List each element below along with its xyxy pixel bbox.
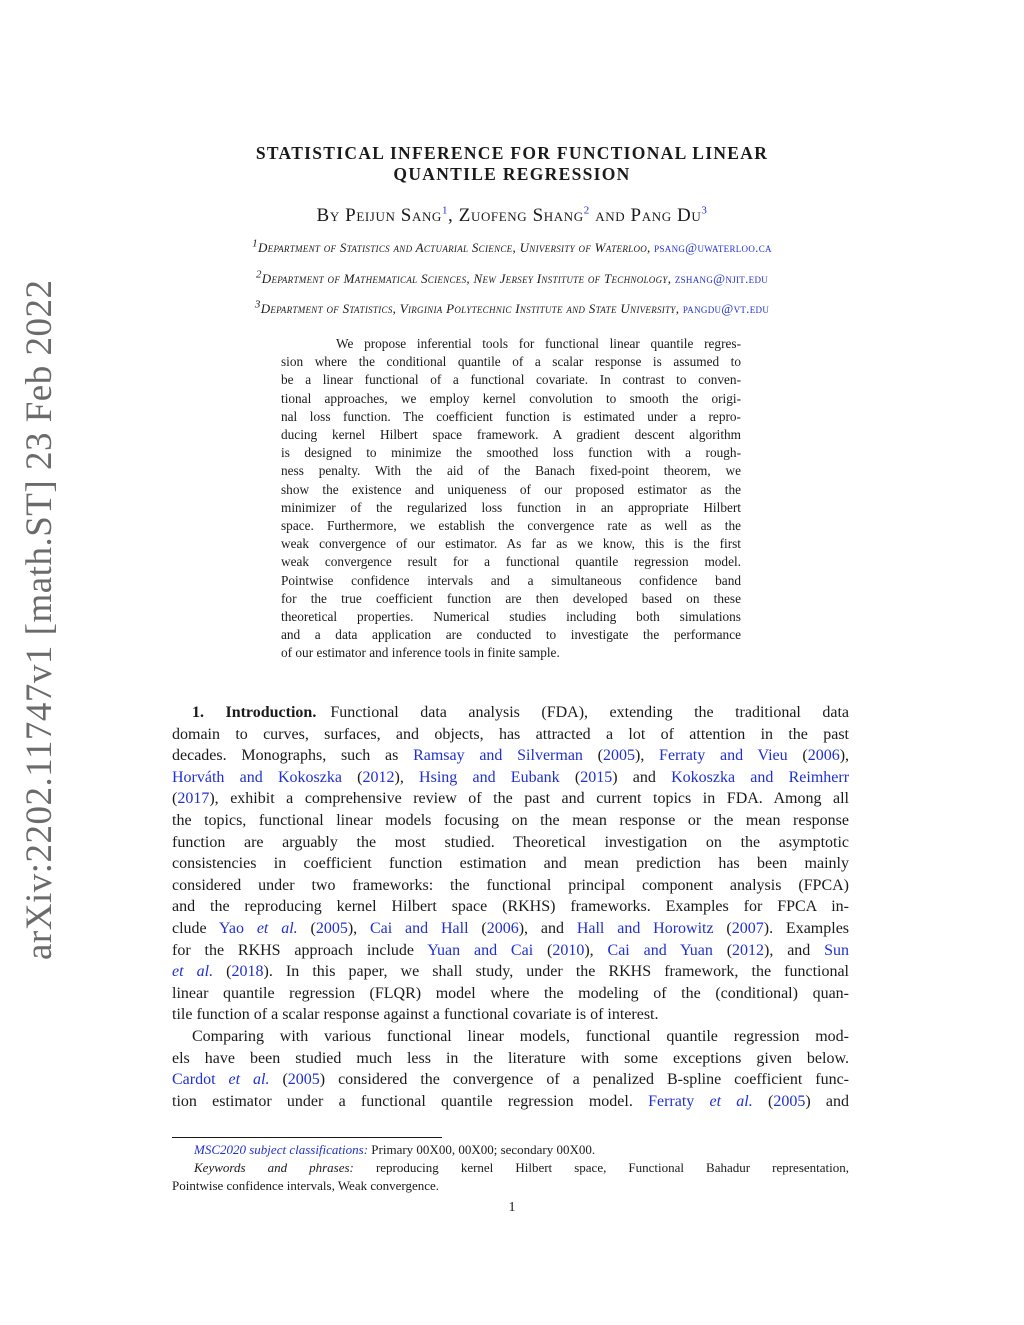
affiliation-2-email[interactable]: zshang@njit.edu bbox=[674, 271, 769, 286]
introduction-section bbox=[172, 702, 849, 1112]
affiliation-3-number: 3 bbox=[254, 298, 261, 311]
title-line-1: STATISTICAL INFERENCE FOR FUNCTIONAL LINEAR bbox=[255, 143, 769, 163]
abstract-line: weak convergence result for a functional quantile regression model. bbox=[281, 554, 741, 570]
body-line: decades. Monographs, such as Ramsay and Silverman (2005), Ferraty and Vieu (2006), bbox=[172, 747, 850, 765]
body-line: for the RKHS approach include Yuan and Cai (2010), Cai and Yuan (2012), and Sun bbox=[172, 941, 850, 959]
affiliation-1-text: Department of Statistics and Actuarial Science, University of Waterloo, bbox=[257, 240, 651, 255]
author-sang: Peijun Sang bbox=[345, 205, 442, 226]
affiliation-3 bbox=[150, 298, 874, 317]
citation-link[interactable]: Cai and Hall bbox=[370, 919, 469, 937]
abstract-line: minimizer of the regularized loss function in an appropriate Hilbert bbox=[281, 499, 741, 515]
body-line: tile function of a scalar response against a functional covariate is of interest. bbox=[172, 1006, 659, 1024]
author-line: By Peijun Sang$^1$, Zuofeng Shang$^2$ and Pang Du$^3$ bbox=[316, 204, 708, 226]
affiliation-2-text: Department of Mathematical Sciences, New Jersey Institute of Technology, bbox=[261, 271, 672, 286]
abstract-line: of our estimator and inference tools in finite sample. bbox=[281, 645, 560, 661]
body-line: linear quantile regression (FLQR) model where the modeling of the (conditional) quan- bbox=[172, 984, 849, 1002]
abstract-line: be a linear functional of a functional covariate. In contrast to conven- bbox=[281, 372, 741, 388]
abstract-line: weak convergence of our estimator. As far as we know, this is the first bbox=[281, 536, 741, 552]
page-number: 1 bbox=[508, 1200, 516, 1215]
abstract-line: Pointwise confidence intervals and a simultaneous confidence band bbox=[281, 572, 741, 588]
abstract-line: ducing kernel Hilbert space framework. A gradient descent algorithm bbox=[281, 427, 741, 443]
citation-year-link[interactable]: 2006 bbox=[486, 919, 519, 937]
citation-year-link[interactable]: 2005 bbox=[773, 1092, 806, 1110]
abstract bbox=[281, 335, 741, 663]
affiliation-1 bbox=[150, 237, 874, 256]
footnote-rule bbox=[172, 1137, 442, 1138]
abstract-line: ness penalty. With the aid of the Banach fixed-point theorem, we bbox=[281, 463, 741, 479]
by-label: By bbox=[316, 205, 340, 226]
body-line: function are arguably the most studied. Theoretical investigation on the asymptotic bbox=[172, 833, 849, 851]
abstract-line: space. Furthermore, we establish the convergence rate as well as the bbox=[281, 518, 741, 534]
citation-link[interactable]: et al. bbox=[172, 963, 214, 981]
arxiv-identifier: arXiv:2202.11747v1 [math.ST] 23 Feb 2022 bbox=[19, 279, 60, 960]
citation-year-link[interactable]: 2017 bbox=[177, 790, 210, 808]
citation-link[interactable]: Cardot et al. bbox=[172, 1071, 270, 1089]
citation-link[interactable]: Ramsay and Silverman bbox=[413, 747, 583, 765]
title-line-2: QUANTILE REGRESSION bbox=[393, 164, 631, 184]
section-heading: 1. Introduction. bbox=[192, 704, 317, 721]
body-line: et al. (2018). In this paper, we shall study, under the RKHS framework, the functional bbox=[172, 963, 850, 981]
body-line: considered under two frameworks: the functional principal component analysis (FPCA) bbox=[172, 876, 849, 894]
affiliation-2 bbox=[150, 268, 874, 287]
citation-year-link[interactable]: 2006 bbox=[807, 747, 840, 765]
citation-year-link[interactable]: 2007 bbox=[731, 919, 764, 937]
citation-year-link[interactable]: 2010 bbox=[552, 941, 585, 959]
keywords-continued: Pointwise confidence intervals, Weak convergence. bbox=[172, 1178, 440, 1193]
keywords-footnote: Keywords and phrases: reproducing kernel Hilbert space, Functional Bahadur representation, bbox=[194, 1160, 850, 1175]
citation-link[interactable]: Cai and Yuan bbox=[607, 941, 713, 959]
citation-year-link[interactable]: 2005 bbox=[602, 747, 635, 765]
abstract-line: nal loss function. The coefficient function is estimated under a repro- bbox=[281, 408, 741, 424]
body-line: 1. Introduction. Functional data analysis (FDA), extending the traditional data bbox=[192, 704, 849, 721]
body-line: (2017), exhibit a comprehensive review of the past and current topics in FDA. Among all bbox=[172, 790, 849, 808]
body-line: and the reproducing kernel Hilbert space (RKHS) frameworks. Examples for FPCA in- bbox=[172, 898, 849, 916]
abstract-line: sion where the conditional quantile of a scalar response is assumed to bbox=[281, 354, 741, 370]
affil-ref-1[interactable]: 1 bbox=[441, 204, 449, 217]
citation-link[interactable]: Hsing and Eubank bbox=[419, 768, 560, 786]
body-line: Cardot et al. (2005) considered the convergence of a penalized B-spline coefficient func- bbox=[172, 1071, 850, 1089]
and-label: and bbox=[595, 205, 626, 226]
abstract-line: and a data application are conducted to investigate the performance bbox=[281, 627, 741, 643]
body-line: domain to curves, surfaces, and objects, has attracted a lot of attention in the past bbox=[172, 725, 849, 743]
msc-footnote: MSC2020 subject classifications: Primary 00X00, 00X00; secondary 00X00. bbox=[194, 1142, 596, 1157]
footnotes bbox=[172, 1141, 849, 1195]
citation-link[interactable]: Yuan and Cai bbox=[427, 941, 534, 959]
body-line: tion estimator under a functional quantile regression model. Ferraty et al. (2005) and bbox=[172, 1092, 849, 1110]
citation-link[interactable]: Horváth and Kokoszka bbox=[172, 768, 342, 786]
abstract-line: is designed to minimize the smoothed loss function with a rough- bbox=[281, 445, 741, 461]
author-du: Pang Du bbox=[630, 205, 702, 226]
affiliation-2-number: 2 bbox=[255, 268, 262, 281]
citation-link[interactable]: Ferraty et al. bbox=[648, 1092, 753, 1110]
affiliation-1-email[interactable]: psang@uwaterloo.ca bbox=[654, 240, 772, 255]
abstract-line: for the true coefficient function are then developed based on these bbox=[281, 590, 741, 606]
citation-year-link[interactable]: 2015 bbox=[580, 768, 613, 786]
affiliation-3-text: Department of Statistics, Virginia Polytechnic Institute and State University, bbox=[260, 301, 680, 316]
paper-title bbox=[172, 143, 852, 185]
body-line: the topics, functional linear models focusing on the mean response or the mean response bbox=[172, 811, 849, 829]
citation-link[interactable]: Hall and Horowitz bbox=[576, 919, 714, 937]
body-line: els have been studied much less in the literature with some exceptions given below. bbox=[172, 1049, 849, 1067]
keywords-label: Keywords and phrases: bbox=[194, 1160, 354, 1175]
body-line: Horváth and Kokoszka (2012), Hsing and Eubank (2015) and Kokoszka and Reimherr bbox=[172, 768, 850, 786]
abstract-line: theoretical properties. Numerical studies including both simulations bbox=[281, 609, 741, 625]
body-line: Comparing with various functional linear models, functional quantile regression mod- bbox=[192, 1027, 849, 1045]
body-line: clude Yao et al. (2005), Cai and Hall (2006), and Hall and Horowitz (2007). Examples bbox=[172, 919, 850, 937]
abstract-line: tional approaches, we employ kernel convolution to smooth the origi- bbox=[281, 390, 741, 406]
citation-year-link[interactable]: 2005 bbox=[315, 919, 348, 937]
abstract-line: We propose inferential tools for functional linear quantile regres- bbox=[336, 336, 741, 351]
affil-ref-2[interactable]: 2 bbox=[583, 204, 590, 217]
affiliation-1-number: 1 bbox=[252, 237, 258, 250]
citation-link[interactable]: Yao et al. bbox=[218, 919, 298, 937]
citation-year-link[interactable]: 2005 bbox=[287, 1071, 320, 1089]
citation-year-link[interactable]: 2012 bbox=[732, 941, 765, 959]
citation-year-link[interactable]: 2018 bbox=[231, 963, 264, 981]
citation-link[interactable]: Kokoszka and Reimherr bbox=[671, 768, 850, 786]
abstract-line: show the existence and uniqueness of our proposed estimator as the bbox=[281, 481, 741, 497]
body-line: consistencies in coefficient function estimation and mean prediction has been mainly bbox=[172, 855, 849, 873]
citation-year-link[interactable]: 2012 bbox=[362, 768, 395, 786]
msc-link[interactable]: MSC2020 subject classifications: bbox=[194, 1142, 369, 1157]
author-shang: Zuofeng Shang bbox=[458, 205, 584, 226]
affiliation-3-email[interactable]: pangdu@vt.edu bbox=[682, 301, 770, 316]
citation-link[interactable]: Ferraty and Vieu bbox=[659, 747, 788, 765]
citation-link[interactable]: Sun bbox=[824, 941, 850, 959]
affil-ref-3[interactable]: 3 bbox=[701, 204, 708, 217]
